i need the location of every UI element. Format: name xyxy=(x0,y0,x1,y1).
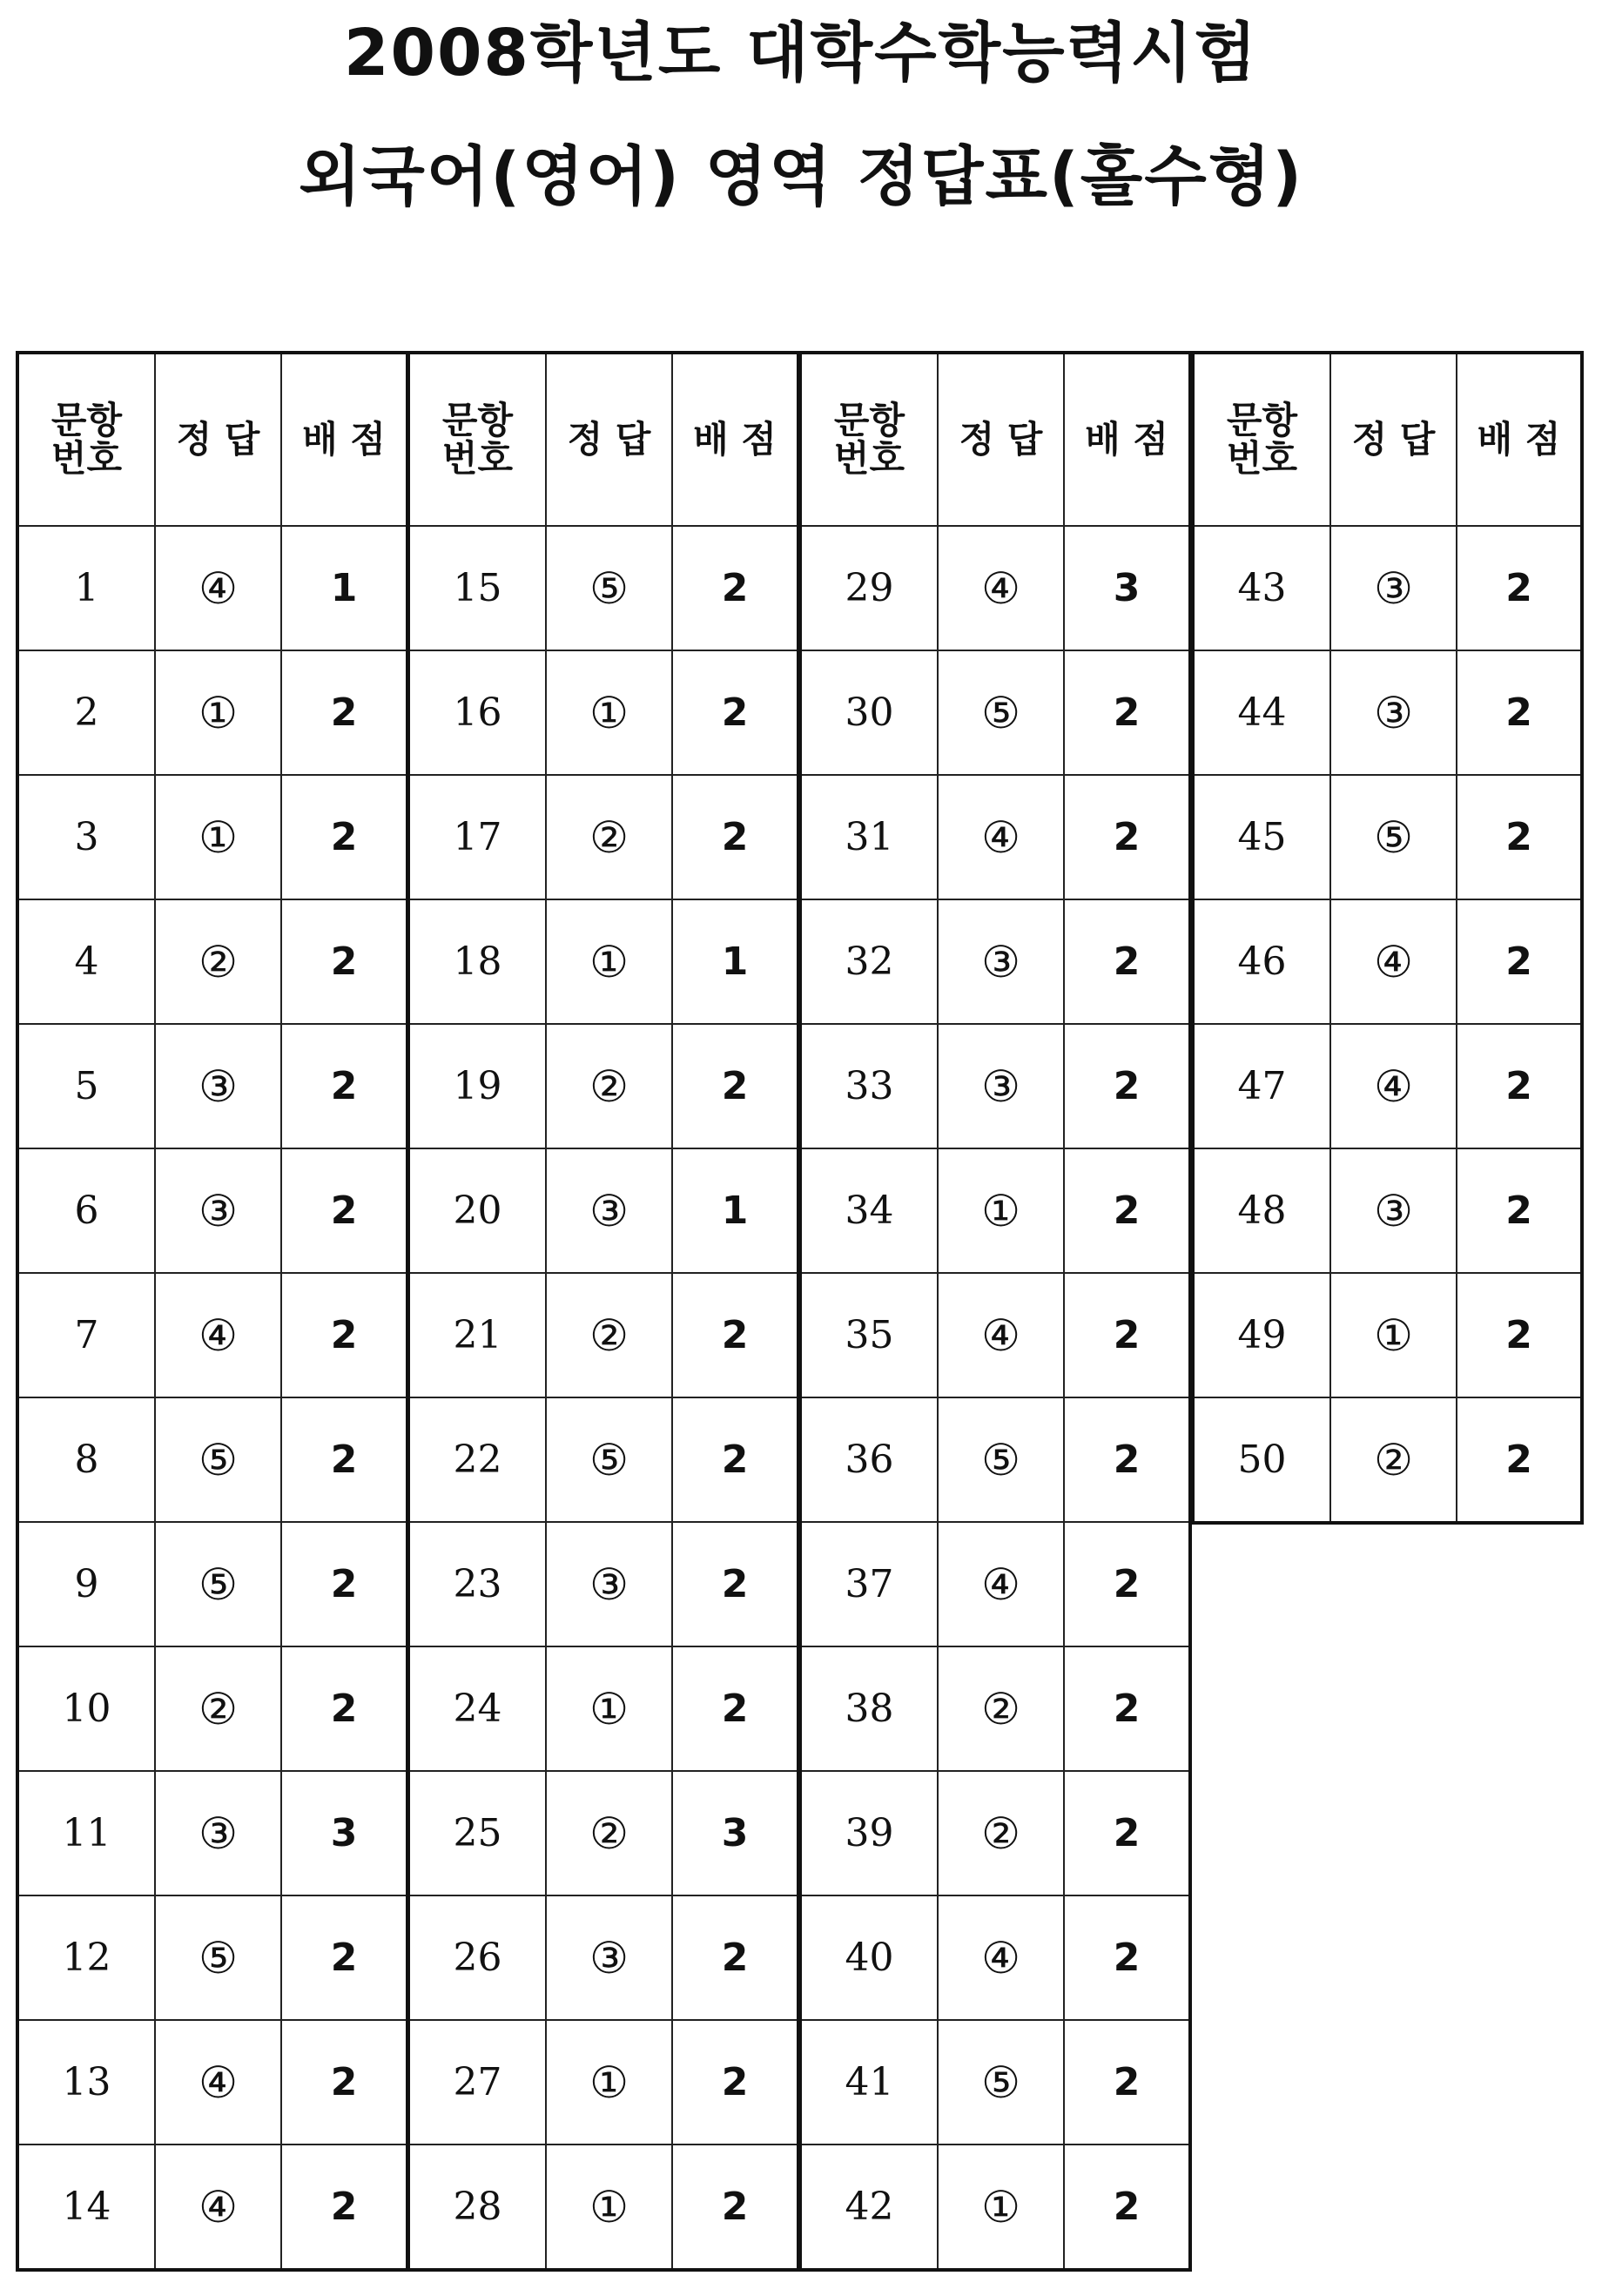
answer-table-3 xyxy=(798,351,1192,2272)
points-cell: 2 xyxy=(1064,1895,1190,2020)
table-row xyxy=(1193,526,1582,650)
answer-cell: ⑤ xyxy=(546,526,672,650)
points-cell: 2 xyxy=(672,1522,798,1646)
question-number-cell: 21 xyxy=(408,1273,546,1397)
points-cell: 2 xyxy=(1064,1148,1190,1273)
question-number-cell: 23 xyxy=(408,1522,546,1646)
points-cell: 2 xyxy=(1457,1024,1582,1148)
table-row xyxy=(1193,775,1582,899)
header-points-label: 배 점 xyxy=(693,417,777,461)
header-question-number-label: 문항 번호 xyxy=(1226,398,1298,480)
points-cell: 2 xyxy=(281,2020,407,2145)
answer-cell: ① xyxy=(1330,1273,1457,1397)
question-number-cell: 34 xyxy=(800,1148,938,1273)
answer-cell: ④ xyxy=(155,1273,281,1397)
table-row xyxy=(408,1397,798,1522)
table-row xyxy=(1193,650,1582,775)
answer-cell: ④ xyxy=(938,775,1064,899)
table-row xyxy=(800,1522,1190,1646)
points-cell: 2 xyxy=(281,899,407,1024)
points-cell: 2 xyxy=(1064,775,1190,899)
header-points xyxy=(1457,353,1582,526)
answer-cell: ④ xyxy=(938,1522,1064,1646)
points-cell: 2 xyxy=(1457,650,1582,775)
points-cell: 2 xyxy=(1064,899,1190,1024)
question-number-cell: 43 xyxy=(1193,526,1330,650)
answer-cell: ③ xyxy=(1330,526,1457,650)
question-number-cell: 16 xyxy=(408,650,546,775)
question-number-cell: 2 xyxy=(17,650,155,775)
answer-cell: ⑤ xyxy=(546,1397,672,1522)
table-row xyxy=(1193,899,1582,1024)
table-row xyxy=(17,1646,407,1771)
points-cell: 2 xyxy=(281,650,407,775)
points-cell: 3 xyxy=(281,1771,407,1895)
question-number-cell: 31 xyxy=(800,775,938,899)
header-points xyxy=(672,353,798,526)
points-cell: 2 xyxy=(1064,2145,1190,2270)
table-row xyxy=(17,2020,407,2145)
points-cell: 2 xyxy=(281,1148,407,1273)
points-cell: 2 xyxy=(672,1895,798,2020)
question-number-cell: 33 xyxy=(800,1024,938,1148)
question-number-cell: 7 xyxy=(17,1273,155,1397)
header-answer xyxy=(938,353,1064,526)
header-question-number xyxy=(1193,353,1330,526)
table-row xyxy=(1193,1397,1582,1523)
answer-cell: ① xyxy=(546,2020,672,2145)
question-number-cell: 41 xyxy=(800,2020,938,2145)
points-cell: 2 xyxy=(1457,1397,1582,1523)
answer-cell: ③ xyxy=(546,1148,672,1273)
question-number-cell: 49 xyxy=(1193,1273,1330,1397)
header-answer-label: 정 답 xyxy=(1351,417,1436,461)
points-cell: 2 xyxy=(281,1273,407,1397)
question-number-cell: 12 xyxy=(17,1895,155,2020)
points-cell: 2 xyxy=(1064,1273,1190,1397)
table-row xyxy=(17,1522,407,1646)
answer-cell: ② xyxy=(155,1646,281,1771)
answer-cell: ④ xyxy=(155,526,281,650)
points-cell: 2 xyxy=(672,650,798,775)
header-question-number xyxy=(17,353,155,526)
question-number-cell: 25 xyxy=(408,1771,546,1895)
table-row xyxy=(408,899,798,1024)
points-cell: 2 xyxy=(1064,1771,1190,1895)
question-number-cell: 18 xyxy=(408,899,546,1024)
table-row xyxy=(17,1771,407,1895)
answer-cell: ② xyxy=(938,1646,1064,1771)
header-points xyxy=(281,353,407,526)
points-cell: 2 xyxy=(672,526,798,650)
points-cell: 2 xyxy=(1064,1397,1190,1522)
points-cell: 2 xyxy=(1457,775,1582,899)
table-row xyxy=(17,2145,407,2270)
table-row xyxy=(800,1646,1190,1771)
answer-cell: ① xyxy=(546,899,672,1024)
answer-cell: ④ xyxy=(1330,1024,1457,1148)
answer-cell: ① xyxy=(155,775,281,899)
question-number-cell: 10 xyxy=(17,1646,155,1771)
answer-cell: ① xyxy=(546,2145,672,2270)
answer-cell: ② xyxy=(155,899,281,1024)
table-row xyxy=(408,1522,798,1646)
points-cell: 2 xyxy=(1064,1522,1190,1646)
answer-cell: ⑤ xyxy=(155,1895,281,2020)
header-question-number xyxy=(800,353,938,526)
answer-cell: ④ xyxy=(938,1895,1064,2020)
header-question-number xyxy=(408,353,546,526)
question-number-cell: 5 xyxy=(17,1024,155,1148)
question-number-cell: 50 xyxy=(1193,1397,1330,1523)
points-cell: 2 xyxy=(1064,650,1190,775)
table-row xyxy=(1193,1148,1582,1273)
answer-cell: ① xyxy=(546,650,672,775)
question-number-cell: 15 xyxy=(408,526,546,650)
table-row xyxy=(408,1148,798,1273)
header-row xyxy=(408,353,798,526)
question-number-cell: 1 xyxy=(17,526,155,650)
points-cell: 2 xyxy=(1064,1024,1190,1148)
table-row xyxy=(408,1273,798,1397)
question-number-cell: 47 xyxy=(1193,1024,1330,1148)
question-number-cell: 20 xyxy=(408,1148,546,1273)
table-row xyxy=(17,775,407,899)
points-cell: 2 xyxy=(1457,1273,1582,1397)
answer-cell: ③ xyxy=(1330,650,1457,775)
question-number-cell: 11 xyxy=(17,1771,155,1895)
answer-table-1 xyxy=(16,351,409,2272)
question-number-cell: 4 xyxy=(17,899,155,1024)
header-points-label: 배 점 xyxy=(302,417,386,461)
header-question-number-label: 문항 번호 xyxy=(833,398,905,480)
table-row xyxy=(800,1771,1190,1895)
table-row xyxy=(1193,1024,1582,1148)
answer-cell: ③ xyxy=(546,1895,672,2020)
table-row xyxy=(408,1024,798,1148)
question-number-cell: 22 xyxy=(408,1397,546,1522)
question-number-cell: 40 xyxy=(800,1895,938,2020)
header-answer xyxy=(546,353,672,526)
table-row xyxy=(408,1646,798,1771)
table-row xyxy=(800,1148,1190,1273)
question-number-cell: 39 xyxy=(800,1771,938,1895)
title-line-1: 2008학년도 대학수학능력시험 xyxy=(343,16,1259,91)
table-row xyxy=(408,1771,798,1895)
question-number-cell: 27 xyxy=(408,2020,546,2145)
table-row xyxy=(17,1273,407,1397)
question-number-cell: 30 xyxy=(800,650,938,775)
question-number-cell: 37 xyxy=(800,1522,938,1646)
answer-cell: ③ xyxy=(155,1024,281,1148)
answer-cell: ③ xyxy=(938,899,1064,1024)
points-cell: 2 xyxy=(672,1024,798,1148)
answer-cell: ⑤ xyxy=(938,2020,1064,2145)
answer-cell: ⑤ xyxy=(938,1397,1064,1522)
table-row xyxy=(17,650,407,775)
points-cell: 2 xyxy=(672,1646,798,1771)
answer-cell: ⑤ xyxy=(1330,775,1457,899)
answer-cell: ① xyxy=(155,650,281,775)
points-cell: 3 xyxy=(1064,526,1190,650)
points-cell: 2 xyxy=(281,1895,407,2020)
header-question-number-label: 문항 번호 xyxy=(441,398,514,480)
points-cell: 3 xyxy=(672,1771,798,1895)
points-cell: 2 xyxy=(1457,899,1582,1024)
table-row xyxy=(17,1148,407,1273)
table-row xyxy=(800,775,1190,899)
points-cell: 2 xyxy=(281,1024,407,1148)
answer-cell: ③ xyxy=(938,1024,1064,1148)
points-cell: 2 xyxy=(672,775,798,899)
table-row xyxy=(17,899,407,1024)
points-cell: 2 xyxy=(281,1646,407,1771)
table-row xyxy=(408,1895,798,2020)
table-row xyxy=(800,1397,1190,1522)
question-number-cell: 9 xyxy=(17,1522,155,1646)
points-cell: 1 xyxy=(281,526,407,650)
points-cell: 2 xyxy=(281,775,407,899)
table-row xyxy=(408,650,798,775)
table-row xyxy=(17,1895,407,2020)
question-number-cell: 29 xyxy=(800,526,938,650)
answer-cell: ② xyxy=(546,775,672,899)
table-row xyxy=(408,526,798,650)
header-points-label: 배 점 xyxy=(1477,417,1561,461)
header-answer-label: 정 답 xyxy=(176,417,260,461)
answer-cell: ③ xyxy=(1330,1148,1457,1273)
question-number-cell: 28 xyxy=(408,2145,546,2270)
header-points xyxy=(1064,353,1190,526)
header-row xyxy=(800,353,1190,526)
question-number-cell: 26 xyxy=(408,1895,546,2020)
answer-cell: ② xyxy=(546,1024,672,1148)
header-row xyxy=(17,353,407,526)
table-row xyxy=(800,899,1190,1024)
question-number-cell: 46 xyxy=(1193,899,1330,1024)
answer-cell: ② xyxy=(1330,1397,1457,1523)
table-row xyxy=(800,1895,1190,2020)
question-number-cell: 45 xyxy=(1193,775,1330,899)
table-row xyxy=(17,526,407,650)
answer-cell: ④ xyxy=(155,2020,281,2145)
table-row xyxy=(800,1024,1190,1148)
question-number-cell: 32 xyxy=(800,899,938,1024)
points-cell: 2 xyxy=(1064,1646,1190,1771)
answer-cell: ⑤ xyxy=(155,1397,281,1522)
answer-cell: ⑤ xyxy=(155,1522,281,1646)
question-number-cell: 8 xyxy=(17,1397,155,1522)
question-number-cell: 24 xyxy=(408,1646,546,1771)
answer-cell: ④ xyxy=(938,526,1064,650)
points-cell: 2 xyxy=(672,1397,798,1522)
points-cell: 2 xyxy=(1457,1148,1582,1273)
points-cell: 2 xyxy=(672,2020,798,2145)
question-number-cell: 19 xyxy=(408,1024,546,1148)
header-points-label: 배 점 xyxy=(1085,417,1168,461)
table-row xyxy=(800,2020,1190,2145)
question-number-cell: 42 xyxy=(800,2145,938,2270)
answer-cell: ③ xyxy=(546,1522,672,1646)
table-row xyxy=(800,2145,1190,2270)
question-number-cell: 13 xyxy=(17,2020,155,2145)
answer-cell: ④ xyxy=(938,1273,1064,1397)
question-number-cell: 36 xyxy=(800,1397,938,1522)
table-row xyxy=(17,1024,407,1148)
answer-cell: ③ xyxy=(155,1148,281,1273)
question-number-cell: 14 xyxy=(17,2145,155,2270)
points-cell: 2 xyxy=(1457,526,1582,650)
question-number-cell: 38 xyxy=(800,1646,938,1771)
answer-cell: ② xyxy=(938,1771,1064,1895)
answer-table-4 xyxy=(1191,351,1584,1525)
question-number-cell: 44 xyxy=(1193,650,1330,775)
table-row xyxy=(800,650,1190,775)
header-question-number-label: 문항 번호 xyxy=(50,398,123,480)
answer-cell: ③ xyxy=(155,1771,281,1895)
table-row xyxy=(17,1397,407,1522)
points-cell: 2 xyxy=(1064,2020,1190,2145)
answer-table-2 xyxy=(407,351,800,2272)
table-row xyxy=(1193,1273,1582,1397)
header-row xyxy=(1193,353,1582,526)
points-cell: 2 xyxy=(281,1397,407,1522)
answer-cell: ① xyxy=(938,1148,1064,1273)
table-row xyxy=(408,775,798,899)
answer-cell: ② xyxy=(546,1273,672,1397)
table-row xyxy=(408,2020,798,2145)
header-answer xyxy=(155,353,281,526)
answer-cell: ② xyxy=(546,1771,672,1895)
points-cell: 2 xyxy=(672,1273,798,1397)
points-cell: 2 xyxy=(281,1522,407,1646)
question-number-cell: 17 xyxy=(408,775,546,899)
table-row xyxy=(800,526,1190,650)
title-line-2: 외국어(영어) 영역 정답표(홀수형) xyxy=(298,139,1304,214)
question-number-cell: 35 xyxy=(800,1273,938,1397)
answer-cell: ① xyxy=(546,1646,672,1771)
table-row xyxy=(800,1273,1190,1397)
header-answer xyxy=(1330,353,1457,526)
points-cell: 1 xyxy=(672,899,798,1024)
table-row xyxy=(408,2145,798,2270)
points-cell: 1 xyxy=(672,1148,798,1273)
answer-cell: ④ xyxy=(155,2145,281,2270)
points-cell: 2 xyxy=(672,2145,798,2270)
header-answer-label: 정 답 xyxy=(959,417,1043,461)
question-number-cell: 6 xyxy=(17,1148,155,1273)
question-number-cell: 3 xyxy=(17,775,155,899)
answer-cell: ⑤ xyxy=(938,650,1064,775)
answer-cell: ① xyxy=(938,2145,1064,2270)
answer-cell: ④ xyxy=(1330,899,1457,1024)
header-answer-label: 정 답 xyxy=(567,417,651,461)
points-cell: 2 xyxy=(281,2145,407,2270)
question-number-cell: 48 xyxy=(1193,1148,1330,1273)
